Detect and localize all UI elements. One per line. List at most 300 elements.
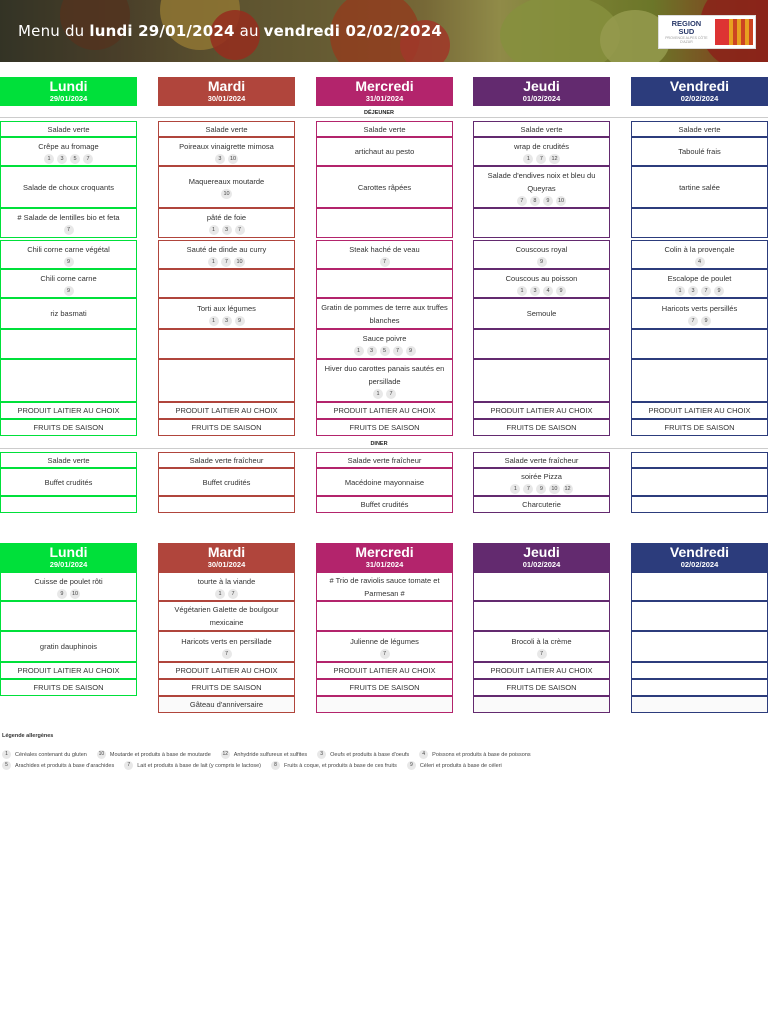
menu-item bbox=[473, 208, 610, 238]
allergen-badge: 7 bbox=[222, 649, 232, 659]
dish-name: Sauté de dinde au curry bbox=[186, 244, 267, 254]
day-date: 29/01/2024 bbox=[49, 560, 88, 569]
allergen-badge: 7 bbox=[701, 286, 711, 296]
dish-name: PRODUIT LAITIER AU CHOIX bbox=[17, 666, 120, 675]
day-name: Mercredi bbox=[355, 78, 414, 94]
dish-name: Couscous royal bbox=[515, 244, 568, 254]
dish-name: Taboulé frais bbox=[678, 147, 721, 156]
allergen-badge: 7 bbox=[221, 257, 231, 267]
menu-item bbox=[473, 419, 610, 436]
day-header-mercredi bbox=[316, 543, 453, 572]
allergen-badge: 3 bbox=[317, 750, 326, 759]
allergen-badge: 7 bbox=[386, 389, 396, 399]
dish-name: Crêpe au fromage bbox=[38, 141, 99, 151]
dish-name: PRODUIT LAITIER AU CHOIX bbox=[333, 406, 436, 415]
allergen-list bbox=[675, 286, 724, 296]
menu-item bbox=[158, 269, 295, 298]
dish-name: Salade verte bbox=[363, 124, 406, 134]
allergen-badge: 9 bbox=[64, 257, 74, 267]
menu-item bbox=[0, 572, 137, 601]
menu-item bbox=[158, 402, 295, 419]
menu-item bbox=[158, 631, 295, 662]
menu-item bbox=[316, 468, 453, 496]
menu-item bbox=[316, 662, 453, 679]
allergen-badge: 4 bbox=[695, 257, 705, 267]
menu-title: Menu du lundi 29/01/2024 au vendredi 02/02/2024 bbox=[18, 22, 442, 40]
day-date: 30/01/2024 bbox=[207, 94, 246, 103]
menu-item bbox=[631, 208, 768, 238]
allergen-badge: 7 bbox=[536, 154, 546, 164]
dish-name: FRUITS DE SAISON bbox=[33, 423, 104, 432]
menu-item bbox=[0, 601, 137, 631]
allergen-badge: 10 bbox=[229, 155, 237, 162]
day-name: Jeudi bbox=[523, 78, 560, 94]
menu-item bbox=[473, 696, 610, 713]
allergen-list bbox=[215, 589, 238, 599]
menu-item bbox=[631, 137, 768, 166]
dish-name: PRODUIT LAITIER AU CHOIX bbox=[490, 406, 593, 415]
allergen-badge: 3 bbox=[57, 154, 67, 164]
dish-name: wrap de crudités bbox=[513, 141, 570, 151]
menu-item bbox=[473, 240, 610, 269]
day-header-mardi bbox=[158, 543, 295, 572]
legend-text: Anhydride sulfureux et sulfites bbox=[233, 751, 308, 758]
menu-item bbox=[0, 468, 137, 496]
dish-name: Brocoli à la crème bbox=[511, 636, 572, 646]
allergen-badge: 1 bbox=[209, 316, 219, 326]
legend-item bbox=[317, 750, 409, 759]
allergen-list bbox=[537, 257, 547, 267]
allergen-list bbox=[380, 649, 390, 659]
allergen-list bbox=[208, 257, 244, 267]
menu-item bbox=[473, 359, 610, 402]
allergen-badge: 3 bbox=[688, 286, 698, 296]
menu-item bbox=[158, 696, 295, 713]
dish-name: Salade verte bbox=[47, 455, 90, 465]
menu-item bbox=[316, 679, 453, 696]
menu-item bbox=[631, 166, 768, 208]
menu-item bbox=[631, 696, 768, 713]
legend-text: Moutarde et produits à base de moutarde bbox=[109, 751, 211, 758]
menu-item bbox=[473, 329, 610, 359]
legend-row bbox=[2, 761, 512, 770]
day-header-mercredi bbox=[316, 77, 453, 106]
menu-item bbox=[631, 452, 768, 468]
day-name: Jeudi bbox=[523, 544, 560, 560]
dish-name: Macédoine mayonnaise bbox=[344, 477, 425, 487]
dish-name: Salade d'endives noix et bleu du Queyras bbox=[487, 170, 596, 193]
menu-item bbox=[316, 601, 453, 631]
menu-item bbox=[316, 402, 453, 419]
menu-item bbox=[631, 359, 768, 402]
menu-item bbox=[473, 452, 610, 468]
allergen-badge: 5 bbox=[2, 761, 11, 770]
legend-text: Poissons et produits à base de poissons bbox=[432, 751, 531, 758]
menu-item bbox=[631, 572, 768, 601]
dish-name: Salade verte fraîcheur bbox=[347, 455, 422, 465]
menu-item bbox=[0, 359, 137, 402]
section-divider bbox=[0, 448, 768, 449]
dish-name: FRUITS DE SAISON bbox=[506, 683, 577, 692]
legend-text: Arachides et produits à base d'arachides bbox=[15, 762, 115, 769]
menu-item bbox=[473, 121, 610, 137]
allergen-list bbox=[44, 154, 93, 164]
menu-item bbox=[316, 208, 453, 238]
menu-item bbox=[316, 166, 453, 208]
day-header-jeudi bbox=[473, 77, 610, 106]
day-header-jeudi bbox=[473, 543, 610, 572]
dish-name: FRUITS DE SAISON bbox=[349, 423, 420, 432]
allergen-badge: 7 bbox=[688, 316, 698, 326]
allergen-list bbox=[537, 649, 547, 659]
allergen-list bbox=[222, 649, 232, 659]
allergen-badge: 5 bbox=[380, 346, 390, 356]
allergen-badge: 7 bbox=[235, 225, 245, 235]
allergen-badge: 8 bbox=[530, 196, 540, 206]
dish-name: Julienne de légumes bbox=[350, 636, 419, 646]
legend-item bbox=[2, 750, 87, 759]
day-date: 01/02/2024 bbox=[522, 94, 561, 103]
allergen-badge: 9 bbox=[701, 316, 711, 326]
menu-item bbox=[0, 452, 137, 468]
allergen-badge: 1 bbox=[675, 286, 685, 296]
dish-name: soirée Pizza bbox=[521, 472, 562, 481]
dish-name: FRUITS DE SAISON bbox=[349, 683, 420, 692]
menu-item bbox=[0, 679, 137, 696]
allergen-list bbox=[517, 196, 566, 206]
dish-name: Carottes râpées bbox=[357, 182, 412, 192]
dish-name: Salade verte bbox=[520, 124, 563, 134]
menu-item bbox=[158, 359, 295, 402]
menu-item bbox=[158, 468, 295, 496]
dish-name: Salade verte fraîcheur bbox=[189, 455, 264, 465]
menu-item bbox=[316, 359, 453, 402]
dish-name: Colin à la provençale bbox=[664, 244, 735, 254]
allergen-list bbox=[64, 286, 74, 296]
menu-item bbox=[631, 601, 768, 631]
menu-item bbox=[316, 419, 453, 436]
dish-name: # Trio de raviolis sauce tomate et Parmesan # bbox=[329, 575, 440, 598]
allergen-badge: 3 bbox=[222, 225, 232, 235]
day-name: Vendredi bbox=[669, 78, 730, 94]
menu-item bbox=[316, 298, 453, 329]
legend-item bbox=[419, 750, 530, 759]
allergen-badge: 9 bbox=[543, 196, 553, 206]
allergen-badge: 3 bbox=[215, 154, 225, 164]
allergen-badge: 12 bbox=[551, 155, 558, 162]
dish-name: Cuisse de poulet rôti bbox=[34, 576, 103, 586]
menu-item bbox=[473, 496, 610, 513]
menu-item bbox=[316, 269, 453, 298]
dish-name: artichaut au pesto bbox=[354, 147, 415, 156]
dish-name: # Salade de lentilles bio et feta bbox=[17, 213, 120, 222]
allergen-badge: 1 bbox=[373, 389, 383, 399]
dish-name: Salade verte bbox=[47, 124, 90, 134]
day-date: 31/01/2024 bbox=[365, 560, 404, 569]
menu-item bbox=[0, 631, 137, 662]
menu-item bbox=[158, 240, 295, 269]
day-header-lundi bbox=[0, 543, 137, 572]
menu-item bbox=[631, 402, 768, 419]
allergen-list bbox=[517, 286, 566, 296]
allergen-badge: 1 bbox=[354, 346, 364, 356]
allergen-list bbox=[209, 225, 245, 235]
menu-item bbox=[0, 662, 137, 679]
allergen-badge: 1 bbox=[208, 257, 218, 267]
allergen-badge: 7 bbox=[124, 761, 133, 770]
day-name: Lundi bbox=[49, 78, 88, 94]
dish-name: Torti aux légumes bbox=[197, 303, 256, 313]
menu-item bbox=[158, 298, 295, 329]
day-date: 02/02/2024 bbox=[680, 560, 719, 569]
menu-item bbox=[158, 662, 295, 679]
dish-name: Steak haché de veau bbox=[349, 244, 420, 254]
dish-name: PRODUIT LAITIER AU CHOIX bbox=[17, 406, 120, 415]
menu-item bbox=[473, 601, 610, 631]
menu-item bbox=[631, 121, 768, 137]
day-name: Mardi bbox=[207, 544, 246, 560]
menu-item bbox=[631, 269, 768, 298]
menu-item bbox=[0, 419, 137, 436]
dish-name: Haricots verts en persillade bbox=[181, 636, 272, 646]
legend-text: Céréales contenant du gluten bbox=[15, 751, 87, 758]
menu-item bbox=[473, 137, 610, 166]
allergen-badge: 7 bbox=[228, 589, 238, 599]
allergen-badge: 5 bbox=[70, 154, 80, 164]
header-banner bbox=[0, 0, 768, 62]
legend-title: Légende allergènes bbox=[2, 733, 54, 739]
allergen-badge: 1 bbox=[44, 154, 54, 164]
menu-item bbox=[473, 298, 610, 329]
allergen-badge: 9 bbox=[536, 484, 546, 494]
menu-item bbox=[473, 402, 610, 419]
menu-item bbox=[473, 572, 610, 601]
menu-item bbox=[473, 679, 610, 696]
dish-name: gratin dauphinois bbox=[39, 642, 98, 651]
menu-item bbox=[631, 240, 768, 269]
menu-item bbox=[0, 496, 137, 513]
dish-name: tartine salée bbox=[679, 182, 720, 192]
dish-name: Sauce poivre bbox=[362, 334, 407, 343]
section-divider bbox=[0, 117, 768, 118]
allergen-badge: 9 bbox=[537, 257, 547, 267]
menu-item bbox=[0, 298, 137, 329]
allergen-badge: 7 bbox=[537, 649, 547, 659]
dish-name: Buffet crudités bbox=[44, 477, 93, 487]
menu-item bbox=[316, 452, 453, 468]
menu-item bbox=[316, 329, 453, 359]
allergen-badge: 12 bbox=[222, 751, 229, 757]
menu-item bbox=[158, 208, 295, 238]
legend-row bbox=[2, 750, 541, 759]
dish-name: Gâteau d'anniversaire bbox=[189, 700, 264, 709]
allergen-list bbox=[64, 225, 74, 235]
menu-item bbox=[316, 496, 453, 513]
allergen-badge: 3 bbox=[222, 316, 232, 326]
allergen-badge: 7 bbox=[380, 649, 390, 659]
allergen-list bbox=[64, 257, 74, 267]
dish-name: Végétarien Galette de boulgour mexicaine bbox=[174, 605, 279, 627]
dish-name: Charcuterie bbox=[522, 500, 561, 509]
legend-text: Fruits à coque, et produits à base de ces fruits bbox=[284, 762, 397, 769]
allergen-badge: 10 bbox=[223, 191, 230, 197]
menu-item bbox=[158, 329, 295, 359]
allergen-badge: 7 bbox=[380, 257, 390, 267]
allergen-list bbox=[695, 257, 705, 267]
allergen-list bbox=[510, 484, 572, 494]
dish-name: PRODUIT LAITIER AU CHOIX bbox=[490, 666, 593, 675]
legend-text: Oeufs et produits à base d'oeufs bbox=[330, 751, 410, 758]
dish-name: PRODUIT LAITIER AU CHOIX bbox=[648, 406, 751, 415]
dish-name: Couscous au poisson bbox=[505, 273, 578, 283]
menu-item bbox=[158, 572, 295, 601]
legend-text: Lait et produits à base de lait (y compris le lactose) bbox=[137, 762, 262, 769]
day-name: Mardi bbox=[207, 78, 246, 94]
allergen-list bbox=[215, 154, 238, 164]
day-date: 31/01/2024 bbox=[365, 94, 404, 103]
menu-item bbox=[158, 496, 295, 513]
dish-name: Escalope de poulet bbox=[667, 273, 732, 283]
menu-item bbox=[158, 679, 295, 696]
menu-item bbox=[631, 496, 768, 513]
menu-item bbox=[631, 419, 768, 436]
allergen-badge: 9 bbox=[556, 286, 566, 296]
day-header-mardi bbox=[158, 77, 295, 106]
legend-item bbox=[124, 761, 261, 770]
allergen-badge: 10 bbox=[236, 258, 243, 265]
allergen-badge: 1 bbox=[517, 286, 527, 296]
dish-name: Chili corne carne bbox=[40, 273, 97, 283]
menu-item bbox=[473, 662, 610, 679]
menu-item bbox=[631, 298, 768, 329]
legend-item bbox=[97, 750, 211, 759]
dish-name: PRODUIT LAITIER AU CHOIX bbox=[333, 666, 436, 675]
allergen-badge: 1 bbox=[2, 750, 11, 759]
menu-item bbox=[316, 240, 453, 269]
menu-item bbox=[631, 468, 768, 496]
region-sud-logo: REGION SUD PROVENCE ALPES CÔTE D'AZUR bbox=[658, 15, 756, 49]
menu-item bbox=[473, 468, 610, 496]
day-name: Vendredi bbox=[669, 544, 730, 560]
menu-item bbox=[473, 631, 610, 662]
dish-name: Chili corne carne végétal bbox=[27, 244, 110, 254]
allergen-list bbox=[688, 316, 711, 326]
dish-name: tourte à la viande bbox=[197, 576, 256, 586]
day-date: 29/01/2024 bbox=[49, 94, 88, 103]
menu-item bbox=[316, 137, 453, 166]
dish-name: Salade verte bbox=[678, 124, 721, 134]
dish-name: Semoule bbox=[526, 309, 557, 318]
menu-item bbox=[0, 208, 137, 238]
allergen-list bbox=[373, 389, 396, 399]
menu-item bbox=[158, 137, 295, 166]
allergen-list bbox=[354, 346, 416, 356]
dish-name: FRUITS DE SAISON bbox=[664, 423, 735, 432]
legend-item bbox=[221, 750, 307, 759]
day-date: 02/02/2024 bbox=[680, 94, 719, 103]
menu-item bbox=[631, 679, 768, 696]
allergen-badge: 7 bbox=[83, 154, 93, 164]
allergen-badge: 10 bbox=[71, 590, 79, 597]
allergen-badge: 7 bbox=[517, 196, 527, 206]
allergen-list bbox=[57, 589, 80, 599]
legend-item bbox=[407, 761, 502, 770]
menu-item bbox=[0, 166, 137, 208]
allergen-badge: 8 bbox=[271, 761, 280, 770]
allergen-badge: 3 bbox=[530, 286, 540, 296]
allergen-badge: 4 bbox=[543, 286, 553, 296]
allergen-badge: 9 bbox=[235, 316, 245, 326]
menu-item bbox=[158, 452, 295, 468]
menu-item bbox=[0, 137, 137, 166]
allergen-badge: 12 bbox=[564, 486, 571, 492]
dish-name: FRUITS DE SAISON bbox=[33, 683, 104, 692]
allergen-badge: 1 bbox=[523, 154, 533, 164]
menu-item bbox=[473, 166, 610, 208]
dish-name: Salade verte fraîcheur bbox=[504, 455, 579, 465]
dish-name: Salade verte bbox=[205, 124, 248, 134]
dish-name: FRUITS DE SAISON bbox=[506, 423, 577, 432]
allergen-badge: 9 bbox=[406, 346, 416, 356]
menu-item bbox=[473, 269, 610, 298]
allergen-badge: 1 bbox=[215, 589, 225, 599]
section-label-lunch: DÉJEUNER bbox=[364, 110, 394, 116]
menu-item bbox=[0, 121, 137, 137]
menu-item bbox=[0, 269, 137, 298]
dish-name: Gratin de pommes de terre aux truffes blanches bbox=[321, 302, 448, 325]
dish-name: Poireaux vinaigrette mimosa bbox=[179, 141, 274, 151]
legend-text: Céleri et produits à base de céleri bbox=[419, 762, 502, 769]
day-name: Lundi bbox=[49, 544, 88, 560]
allergen-list bbox=[380, 257, 390, 267]
dish-name: FRUITS DE SAISON bbox=[191, 683, 262, 692]
dish-name: Hiver duo carottes panais sautés en persillade bbox=[324, 364, 445, 386]
menu-item bbox=[631, 329, 768, 359]
allergen-list bbox=[221, 189, 231, 199]
day-date: 30/01/2024 bbox=[207, 560, 246, 569]
day-header-vendredi bbox=[631, 543, 768, 572]
menu-item bbox=[0, 240, 137, 269]
menu-item bbox=[0, 329, 137, 359]
dish-name: FRUITS DE SAISON bbox=[191, 423, 262, 432]
dish-name: Buffet crudités bbox=[360, 500, 409, 509]
allergen-badge: 1 bbox=[209, 225, 219, 235]
menu-item bbox=[158, 121, 295, 137]
allergen-badge: 9 bbox=[407, 761, 416, 770]
allergen-badge: 9 bbox=[57, 589, 67, 599]
allergen-badge: 7 bbox=[523, 484, 533, 494]
menu-item bbox=[631, 662, 768, 679]
allergen-badge: 9 bbox=[714, 286, 724, 296]
allergen-badge: 9 bbox=[64, 286, 74, 296]
legend-item bbox=[2, 761, 114, 770]
dish-name: Buffet crudités bbox=[202, 477, 251, 487]
allergen-badge: 1 bbox=[510, 484, 520, 494]
allergen-badge: 3 bbox=[367, 346, 377, 356]
menu-item bbox=[158, 419, 295, 436]
menu-item bbox=[631, 631, 768, 662]
menu-item bbox=[0, 402, 137, 419]
section-label-dinner: DINER bbox=[370, 441, 388, 447]
menu-item bbox=[316, 696, 453, 713]
allergen-badge: 10 bbox=[557, 197, 565, 204]
allergen-list bbox=[523, 154, 559, 164]
allergen-list bbox=[209, 316, 245, 326]
menu-item bbox=[158, 166, 295, 208]
allergen-badge: 4 bbox=[419, 750, 428, 759]
menu-item bbox=[316, 121, 453, 137]
allergen-badge: 7 bbox=[64, 225, 74, 235]
